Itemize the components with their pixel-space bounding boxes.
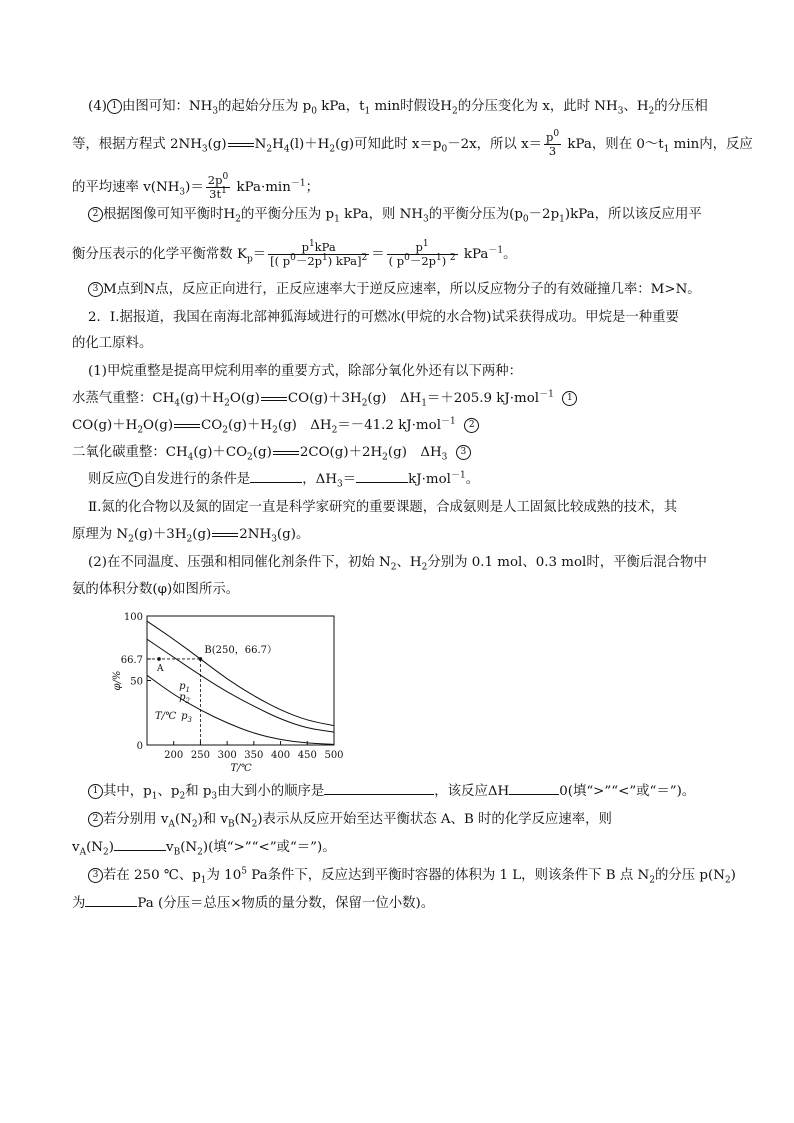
equilibrium-arrow-icon bbox=[261, 395, 287, 403]
series-label-p3: $p_3$ bbox=[181, 711, 193, 725]
ammonia-fraction-chart bbox=[112, 605, 352, 775]
answer-blank-order[interactable] bbox=[324, 782, 434, 795]
series-label-p1: $p_1$ bbox=[179, 681, 191, 695]
para-5-line-2: 衡分压表示的化学平衡常数 $K_p=$ $\frac{p^1kPa}{[( p^0-2p^1) kPa]^2}$ ＝ $\frac{p^1}{( p^0-2p^1) ^2}$ kPa$^{-1}$。 bbox=[72, 239, 517, 268]
q2-2-line-2: 氨的体积分数(φ)如图所示。 bbox=[72, 582, 240, 597]
circled-3-icon: 3 bbox=[88, 282, 103, 297]
marker-label-b: B(250，66.7） bbox=[204, 644, 278, 656]
fraction-kp-1: $\frac{p^1kPa}{[( p^0-2p^1) kPa]^2}$ bbox=[270, 239, 368, 268]
para-4-line-3: 的平均速率 $v(NH_3)=$ $\frac{2p^0}{3t^1}$ $kPa\cdot\min^{-1}$； bbox=[72, 172, 319, 201]
q2-ii-line-1: Ⅱ.氮的化合物以及氮的固定一直是科学家研究的重要课题，合成氨则是人工固氮比较成熟的技术，其 bbox=[88, 500, 678, 515]
circled-1-icon: 1 bbox=[128, 472, 143, 487]
circled-2-icon: 2 bbox=[88, 812, 103, 827]
circled-3-icon: 3 bbox=[88, 868, 103, 883]
x-tick-label: 300 bbox=[217, 750, 237, 761]
x-tick-label: 400 bbox=[271, 750, 291, 761]
q2b-line-3: $v_A(N_2)$ $v_B(N_2)$(填“>”“<”或“＝”)。 bbox=[72, 840, 336, 858]
circled-1-icon: 1 bbox=[88, 784, 103, 799]
circled-1-icon: 1 bbox=[562, 391, 577, 406]
q2b-line-4: 3 若在 250 ℃、$p_1$为 $10^5$ Pa条件下，反应达到平衡时容器的体积为 1 L，则该条件下 B 点 $N_2$的分压 $p(N_2)$ bbox=[88, 866, 736, 886]
marker-point-a bbox=[157, 657, 161, 661]
circled-2-icon: 2 bbox=[464, 418, 479, 433]
answer-blank-pressure[interactable] bbox=[85, 894, 137, 907]
q2b-line-2: 2 若分别用 $v_A(N_2)$和 $v_B(N_2)$表示从反应开始至达平衡状态 A、B 时的化学反应速率，则 bbox=[88, 810, 612, 830]
x-tick-label: 350 bbox=[244, 750, 264, 761]
x-tick-label: 200 bbox=[164, 750, 184, 761]
series-line-p3 bbox=[147, 675, 334, 744]
marker-label-a: A bbox=[157, 663, 164, 674]
q2-line-1: 2．Ⅰ.据报道，我国在南海北部神狐海域进行的可燃冰(甲烷的水合物)试采获得成功。甲烷是一种重要 bbox=[88, 310, 679, 325]
q2-line-3: (1)甲烷重整是提高甲烷利用率的重要方式，除部分氧化外还有以下两种： bbox=[88, 364, 523, 379]
x-tick-label: 250 bbox=[190, 750, 210, 761]
answer-blank-rate[interactable] bbox=[114, 838, 166, 851]
equilibrium-arrow-icon bbox=[174, 422, 200, 430]
x-tick-label: 450 bbox=[297, 750, 317, 761]
circled-2-icon: 2 bbox=[88, 207, 103, 222]
q2-line-2: 的化工原料。 bbox=[72, 336, 153, 351]
y-tick-label: 0 bbox=[136, 741, 143, 752]
x-axis-label: T/℃ bbox=[230, 763, 252, 774]
circled-1-icon: 1 bbox=[107, 99, 122, 114]
equilibrium-arrow-icon bbox=[212, 531, 238, 539]
q2b-line-5: 为 Pa (分压＝总压×物质的量分数，保留一位小数)。 bbox=[72, 896, 435, 911]
answer-blank-dh[interactable] bbox=[509, 782, 559, 795]
plot-frame bbox=[147, 616, 334, 745]
q2-2-line-1: (2)在不同温度、压强和相同催化剂条件下，初始 $N_2$、$H_2$分别为 0.1 mol、0.3 mol时，平衡后混合物中 bbox=[88, 555, 707, 573]
inner-temperature-label: T/℃ bbox=[155, 711, 177, 723]
reaction-2: $CO(g)+H_2O(g)$ $CO_2(g)+H_2(g)$ $\Delta H_2=-41.2$ kJ·mol$^{-1}$ 2 bbox=[72, 416, 479, 436]
fraction-2p0-over-3t1: $\frac{2p^0}{3t^1}$ bbox=[207, 172, 229, 201]
circled-3-icon: 3 bbox=[456, 445, 471, 460]
equilibrium-arrow-icon bbox=[273, 449, 299, 457]
series-label-p2: $p_2$ bbox=[179, 692, 191, 706]
answer-blank-dh3[interactable] bbox=[356, 470, 408, 483]
para-4-line-1: (4) 1 由图可知：$NH_3$的起始分压为 $p_0$ kPa，$t_1$ min时假设$H_2$的分压变化为 x，此时 $NH_3$、$H_2$的分压相 bbox=[88, 99, 708, 117]
para-4-line-2: 等，根据方程式 $2NH_3(g)$ $N_2H_4(l)+H_2(g)$可知此时 $x=p_0-2x$，所以 x＝ $\frac{p^0}{3}$ kPa，则在 $0\sim t_1$ min内，反应 bbox=[72, 129, 753, 158]
q2-1-question: 则反应 1 自发进行的条件是 ，$\Delta H_3= kJ\cdot mol^{-1}$。 bbox=[88, 470, 480, 490]
para-6: 3 M点到N点，反应正向进行，正反应速率大于逆反应速率，所以反应物分子的有效碰撞几率：M>N。 bbox=[88, 280, 701, 300]
equilibrium-arrow-icon bbox=[228, 141, 254, 149]
para-5-line-1: 2 根据图像可知平衡时$H_2$的平衡分压为 $p_1$ kPa，则 $NH_3$的平衡分压为$(p_0-2p_1)kPa$，所以该反应用平 bbox=[88, 205, 702, 225]
reaction-1: 水蒸气重整：$CH_4(g)+H_2O(g)$ $CO(g)+3H_2(g)$ $\Delta H_1=+205.9$ kJ·mol$^{-1}$ 1 bbox=[72, 389, 577, 409]
q2b-line-1: 1 其中，$p_1$、$p_2$和 $p_3$由大到小的顺序是 ，该反应ΔH 0(填“>”“<”或“＝”)。 bbox=[88, 782, 695, 802]
fraction-p0-over-3: $\frac{p^0}{3}$ bbox=[546, 129, 560, 158]
y-tick-label: 66.7 bbox=[120, 654, 143, 666]
y-axis-label: φ/% bbox=[112, 670, 123, 691]
answer-blank-condition[interactable] bbox=[250, 470, 302, 483]
q2-ii-line-2: 原理为 $N_2(g)+3H_2(g)$ $2NH_3(g)$。 bbox=[72, 527, 310, 545]
marker-point-b bbox=[199, 657, 203, 661]
reaction-3: 二氧化碳重整：$CH_4(g)+CO_2(g)$ $2CO(g)+2H_2(g)$ $\Delta H_3$ 3 bbox=[72, 443, 471, 463]
series-line-p1 bbox=[147, 621, 334, 725]
y-tick-label: 50 bbox=[130, 676, 143, 688]
y-tick-label: 100 bbox=[123, 612, 143, 623]
x-tick-label: 500 bbox=[324, 750, 344, 761]
fraction-kp-2: $\frac{p^1}{( p^0-2p^1) ^2}$ bbox=[388, 239, 456, 268]
